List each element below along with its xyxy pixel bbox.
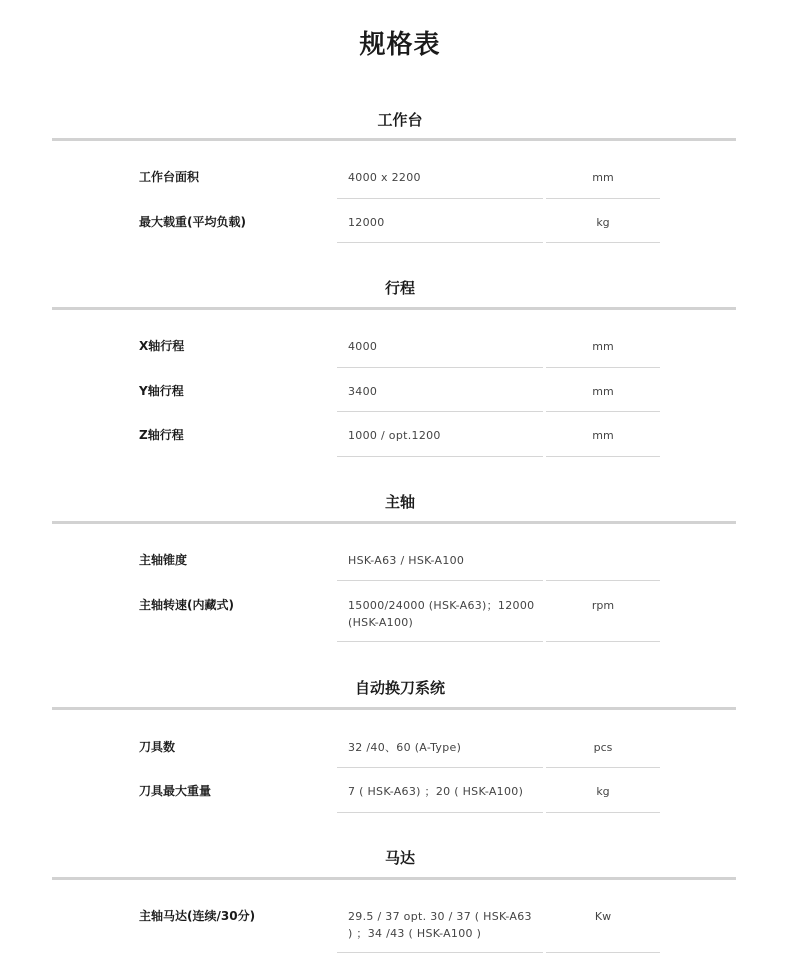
section-divider (52, 521, 736, 524)
section-divider (52, 707, 736, 710)
spec-unit: Kw (594, 910, 612, 923)
section-worktable (0, 109, 800, 131)
section-divider (52, 877, 736, 880)
row-divider (546, 767, 660, 768)
spec-label: Z轴行程 (139, 428, 184, 442)
spec-value: 7 ( HSK-A63) ；20 ( HSK-A100) (348, 785, 524, 798)
spec-unit: rpm (591, 599, 615, 612)
section-divider (52, 307, 736, 310)
section-spindle (0, 491, 800, 513)
spec-label: 主轴锥度 (139, 553, 188, 567)
section-divider (52, 138, 736, 141)
section-atc (0, 677, 800, 699)
spec-value: 12000 (348, 216, 385, 229)
spec-label: 工作台面积 (139, 170, 200, 184)
section-title: 工作台 (377, 111, 423, 129)
row-divider (546, 367, 660, 368)
row-divider (546, 580, 660, 581)
spec-unit: pcs (593, 741, 613, 754)
row-divider (546, 411, 660, 412)
row-divider (337, 641, 543, 642)
row-divider (337, 812, 543, 813)
spec-unit: mm (592, 171, 614, 184)
spec-value: 32 /40、60 (A-Type) (348, 741, 462, 754)
spec-unit: mm (592, 340, 614, 353)
spec-label: X轴行程 (139, 339, 185, 353)
spec-unit: kg (596, 216, 610, 229)
spec-value: 15000/24000 (HSK-A63)；12000 (HSK-A100) (348, 599, 535, 629)
spec-label: 刀具数 (139, 740, 176, 754)
spec-unit: mm (592, 385, 614, 398)
row-divider (337, 242, 543, 243)
row-divider (337, 952, 543, 953)
row-divider (546, 198, 660, 199)
spec-value: 3400 (348, 385, 378, 398)
row-divider (546, 952, 660, 953)
row-divider (337, 456, 543, 457)
section-title: 马达 (384, 849, 415, 867)
spec-label: 刀具最大重量 (139, 784, 212, 798)
section-title: 主轴 (384, 493, 415, 511)
row-divider (546, 456, 660, 457)
page-title: 规格表 (359, 30, 441, 60)
section-travel (0, 277, 800, 299)
row-divider (546, 812, 660, 813)
spec-value: HSK-A63 / HSK-A100 (348, 554, 465, 567)
row-divider (337, 198, 543, 199)
row-divider (337, 580, 543, 581)
section-title: 自动换刀系统 (354, 679, 445, 697)
spec-unit: kg (596, 785, 610, 798)
spec-value: 29.5 / 37 opt. 30 / 37 ( HSK-A63 ) ；34 /43 ( HSK-A100 ) (348, 910, 532, 940)
spec-value: 1000 / opt.1200 (348, 429, 441, 442)
spec-label: Y轴行程 (139, 384, 184, 398)
row-divider (337, 767, 543, 768)
row-divider (546, 641, 660, 642)
section-motor (0, 847, 800, 869)
row-divider (546, 242, 660, 243)
spec-label: 主轴马达(连续/30分) (139, 909, 256, 923)
spec-unit: mm (592, 429, 614, 442)
spec-label: 最大载重(平均负载) (139, 215, 246, 229)
spec-value: 4000 (348, 340, 378, 353)
spec-value: 4000 x 2200 (348, 171, 421, 184)
row-divider (337, 367, 543, 368)
spec-label: 主轴转速(内藏式) (139, 598, 234, 612)
section-title: 行程 (384, 279, 415, 297)
row-divider (337, 411, 543, 412)
